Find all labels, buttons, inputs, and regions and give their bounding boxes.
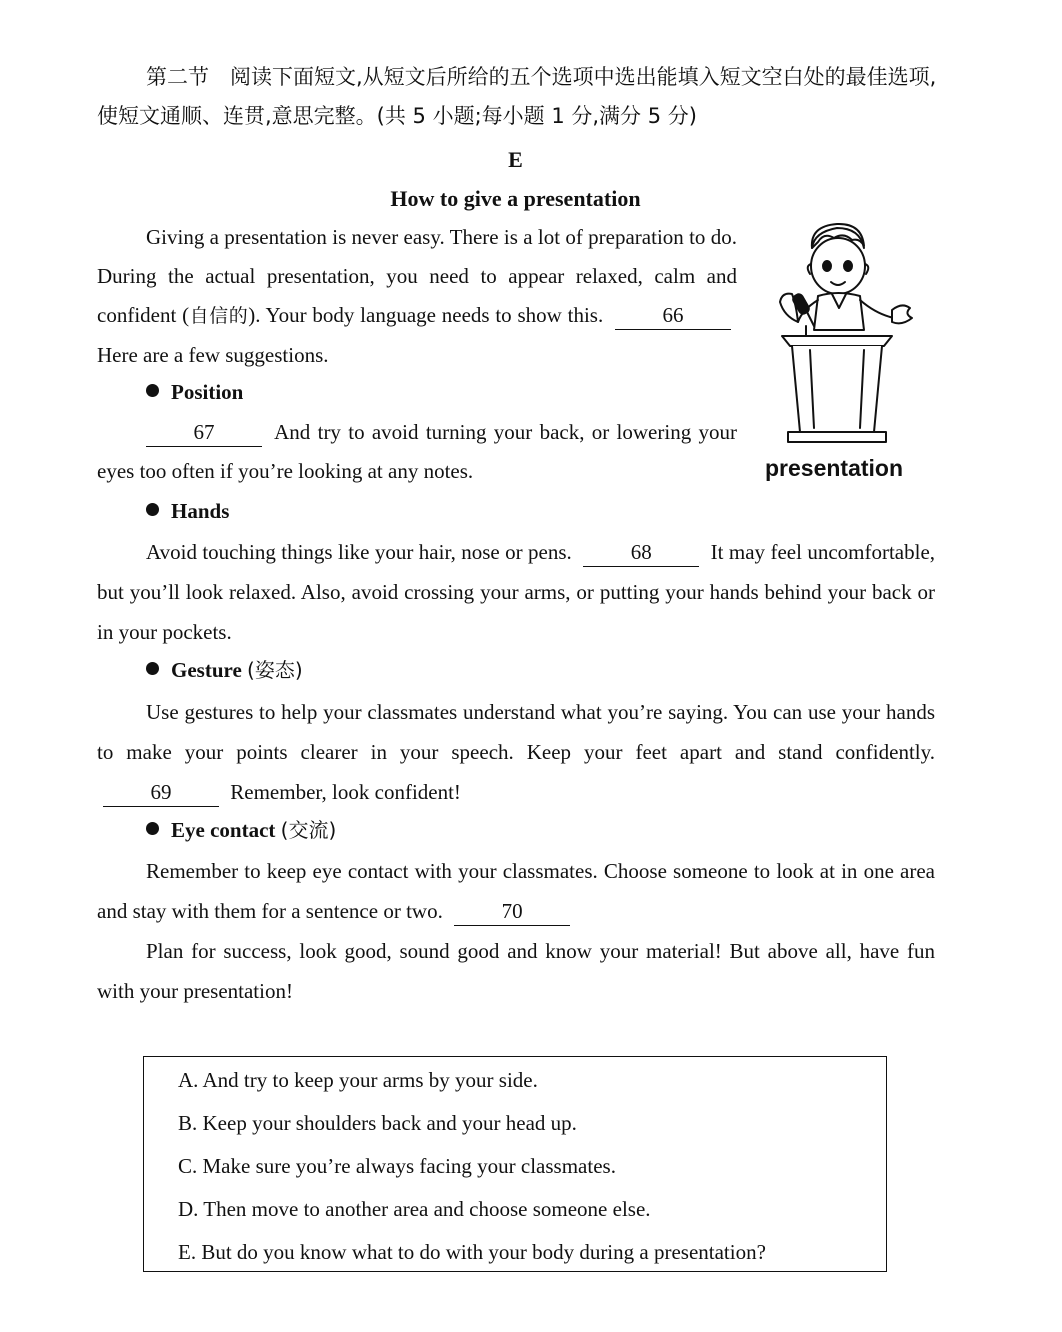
position-paragraph — [97, 413, 737, 491]
heading-eye-contact-text: Eye contact — [171, 818, 276, 842]
section-instructions: 第二节 阅读下面短文,从短文后所给的五个选项中选出能填入短文空白处的最佳选项,使短文通顺、连贯,意思完整。(共 5 小题;每小题 1 分,满分 5 分) — [97, 65, 937, 128]
blank-70[interactable]: 70 — [454, 897, 570, 926]
blank-67[interactable]: 67 — [146, 418, 262, 447]
intro-text-before: Giving a presentation is never easy. There is a lot of preparation to do. During the actual presentation, you need to appear relaxed, calm and confident ( — [97, 225, 737, 327]
blank-66[interactable]: 66 — [615, 301, 731, 330]
heading-position — [146, 373, 243, 412]
option-a[interactable]: A. And try to keep your arms by your side. — [178, 1068, 538, 1092]
intro-text-mid: ). Your body language needs to show this. — [248, 303, 604, 327]
option-b[interactable]: B. Keep your shoulders back and your head up. — [178, 1111, 577, 1135]
intro-paragraph — [97, 218, 737, 375]
figure-caption: presentation — [764, 455, 904, 481]
passage-title: How to give a presentation — [390, 186, 641, 211]
option-c[interactable]: C. Make sure you’re always facing your classmates. — [178, 1154, 616, 1178]
eye-contact-text-before: Remember to keep eye contact with your classmates. Choose someone to look at in one area and stay with them for a sentence or two. — [97, 859, 935, 923]
heading-gesture — [146, 651, 303, 690]
bullet-icon — [146, 822, 159, 835]
heading-eye-contact — [146, 811, 336, 850]
heading-eye-contact-cn: (交流) — [280, 818, 337, 842]
gesture-text-after: Remember, look confident! — [230, 780, 461, 804]
options-box — [143, 1056, 887, 1272]
passage-letter: E — [508, 147, 523, 172]
heading-hands — [146, 492, 229, 531]
hands-text-before: Avoid touching things like your hair, nose or pens. — [146, 540, 572, 564]
gesture-text-before: Use gestures to help your classmates understand what you’re saying. You can use your hands to make your points clearer in your speech. Keep your feet apart and stand confidently. — [97, 700, 935, 764]
heading-gesture-cn: (姿态) — [247, 658, 303, 682]
gesture-paragraph — [97, 692, 935, 812]
heading-position-text: Position — [171, 380, 244, 404]
blank-69[interactable]: 69 — [103, 778, 219, 807]
intro-cn-gloss: 自信的 — [189, 305, 249, 327]
position-text: And try to avoid turning your back, or lowering your eyes too often if you’re looking at any notes. — [97, 420, 737, 483]
hands-text-after: It may feel uncomfortable, but you’ll look relaxed. Also, avoid crossing your arms, or putting your hands behind your back or in your pockets. — [97, 540, 936, 644]
option-e[interactable]: E. But do you know what to do with your body during a presentation? — [178, 1240, 766, 1264]
heading-hands-text: Hands — [171, 499, 230, 523]
conclusion-paragraph: Plan for success, look good, sound good and know your material! But above all, have fun with your presentation! — [97, 939, 935, 1003]
bullet-icon — [146, 662, 159, 675]
boy-at-podium-icon — [752, 218, 922, 453]
blank-68[interactable]: 68 — [583, 538, 699, 567]
bullet-icon — [146, 384, 159, 397]
bullet-icon — [146, 503, 159, 516]
heading-gesture-text: Gesture — [171, 658, 242, 682]
eye-contact-paragraph — [97, 851, 935, 931]
option-d[interactable]: D. Then move to another area and choose someone else. — [178, 1197, 651, 1221]
intro-text-after: Here are a few suggestions. — [97, 343, 329, 367]
presentation-illustration — [752, 218, 922, 488]
hands-paragraph — [97, 532, 935, 652]
